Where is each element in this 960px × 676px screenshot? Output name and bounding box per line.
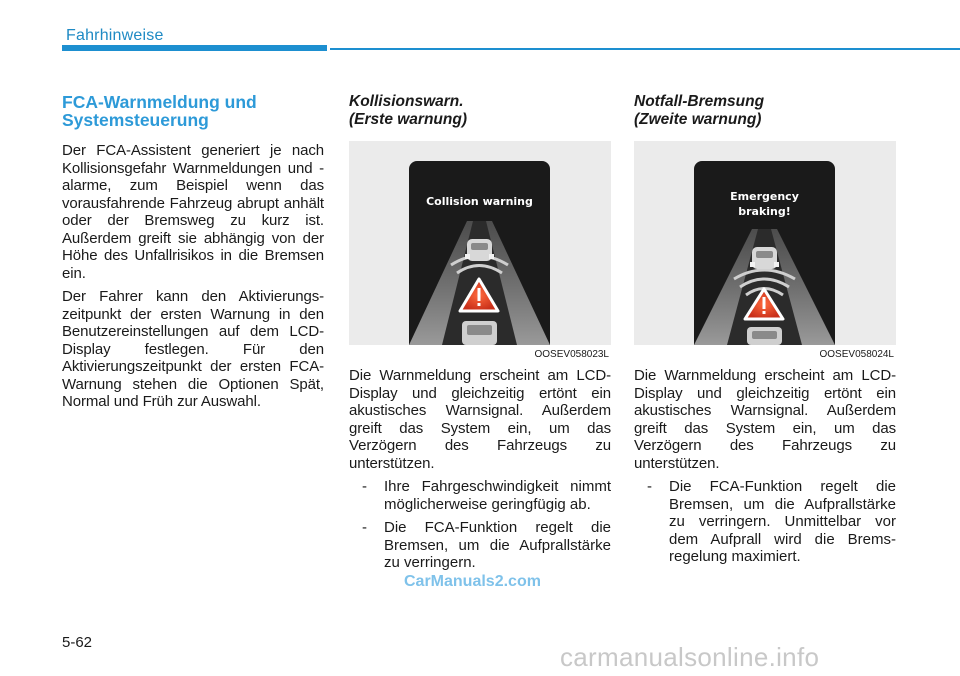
heading-fca: FCA-Warnmeldung und Systemsteuerung [62, 92, 257, 130]
column-collision-warning [349, 93, 611, 578]
watermark-site: carmanualsonline.info [560, 642, 820, 672]
bullet-dash: - [362, 478, 367, 495]
bullet-emergency-1-text: Die FCA-Funktion regelt die Bremsen, um die Aufprallstärke zu verringern. Unmittelbar vor dem Aufprall wird die Brems-regelung maximiert. [669, 478, 896, 565]
paragraph-emergency: Die Warnmeldung erscheint am LCD-Display und gleichzeitig ertönt ein akustisches Warnsignal. Außerdem greift das System ein, um das Verzögern des Fahrzeugs zu unterstützen. [634, 367, 896, 472]
paragraph-collision: Die Warnmeldung erscheint am LCD-Display und gleichzeitig ertönt ein akustisches Warnsignal. Außerdem greift das System ein, um das Verzögern des Fahrzeugs zu unterstützen. [349, 367, 611, 472]
bullet-collision-2-text: Die FCA-Funktion regelt die Bremsen, um die Aufprallstärke zu verringern. [384, 519, 611, 571]
heading-collision-line1: Kollisionswarn. [349, 93, 464, 110]
bullet-dash: - [362, 519, 367, 536]
column-intro [62, 93, 324, 417]
bullet-emergency-1 [647, 478, 896, 566]
figure-emergency-panel [634, 141, 896, 345]
paragraph-fca-1: Der FCA-Assistent generiert je nach Kollisionsgefahr Warnmeldungen und -alarme, zum Beispiel wenn das vorausfahrende Fahrzeug abrupt anhält oder der Bremsweg zu kurz ist. Außerdem greift sie abhängig von der Höhe des Unfallrisikos in die Bremsen ein. [62, 142, 324, 282]
cluster-display-collision [409, 161, 550, 345]
figure-collision [349, 141, 611, 360]
screen-emergency-text [694, 189, 835, 219]
page-number: 5-62 [62, 634, 93, 651]
heading-emergency-line2: (Zweite warnung) [634, 111, 762, 128]
paragraph-fca-2: Der Fahrer kann den Aktivierungs-zeitpunkt der ersten Warnung in den Benutzereinstellungen auf dem LCD-Display festlegen. Für den Aktivierungszeitpunkt der ersten FCA-Warnung stehen die Optionen Spät, Normal und Früh zur Auswahl. [62, 288, 324, 410]
watermark-carmanuals: CarManuals2.com [404, 573, 541, 590]
bullet-collision-1-text: Ihre Fahrgeschwindigkeit nimmt möglicherweise geringfügig ab. [384, 478, 611, 513]
screen-emergency-line2: braking! [738, 205, 791, 218]
bullet-collision-2 [362, 519, 611, 572]
screen-collision-text: Collision warning [426, 195, 533, 208]
screen-emergency-line1: Emergency [730, 190, 799, 203]
collision-scene-graphic [409, 161, 550, 345]
heading-emergency-line1: Notfall-Bremsung [634, 93, 765, 110]
figure-emergency [634, 141, 896, 360]
header-bar [62, 45, 327, 51]
cluster-display-emergency [694, 161, 835, 345]
heading-emergency [634, 93, 896, 129]
figure-code-collision: OOSEV058023L [534, 349, 609, 360]
heading-collision [349, 93, 611, 129]
column-emergency-braking [634, 93, 896, 572]
header-rule [330, 48, 960, 50]
figure-collision-panel [349, 141, 611, 345]
heading-collision-line2: (Erste warnung) [349, 111, 467, 128]
figure-code-emergency: OOSEV058024L [819, 349, 894, 360]
bullet-dash: - [647, 478, 652, 495]
bullet-collision-1 [362, 478, 611, 513]
section-title: Fahrhinweise [66, 27, 164, 44]
